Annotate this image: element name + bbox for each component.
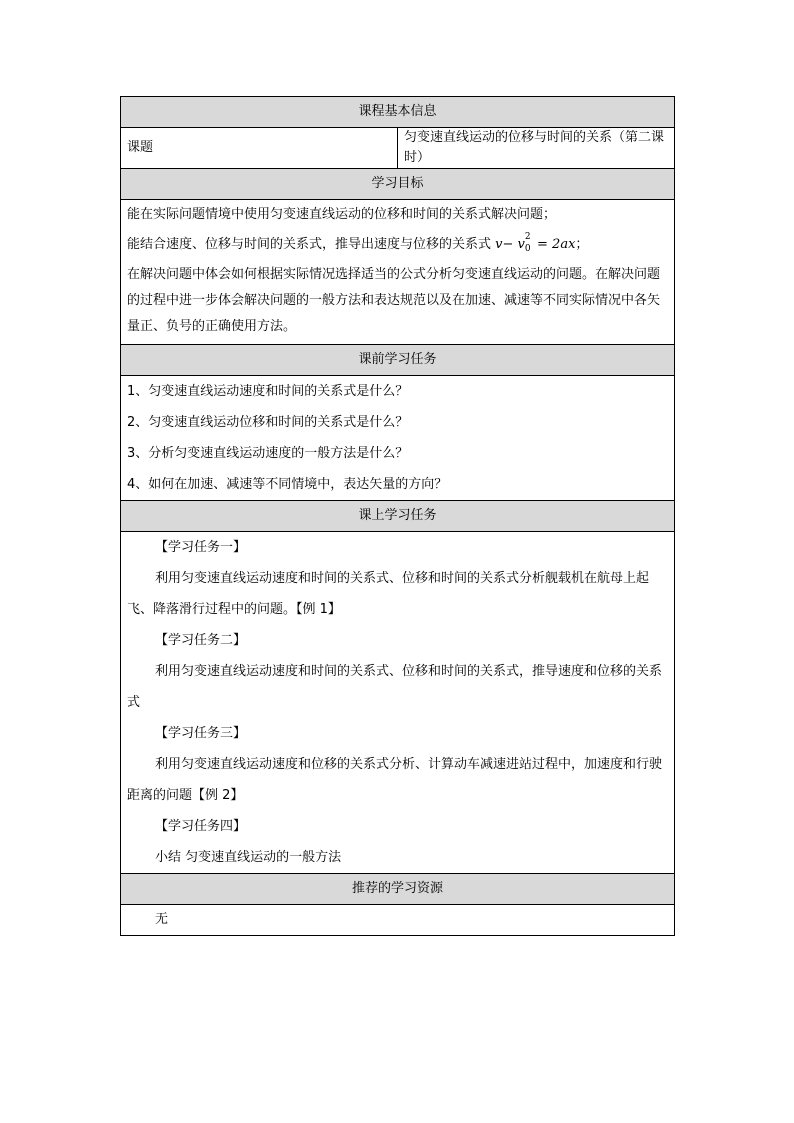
goals-header: 学习目标 — [121, 169, 675, 200]
task-2-title: 【学习任务二】 — [155, 633, 247, 648]
task-1-body: 利用匀变速直线运动速度和时间的关系式、位移和时间的关系式分析舰载机在航母上起飞、降落滑行过程中的问题。【例 1】 — [127, 571, 650, 617]
lesson-table — [120, 96, 675, 936]
in-class-cell — [121, 532, 675, 874]
formula-sub: 0 — [524, 243, 531, 254]
task-4-body: 小结 匀变速直线运动的一般方法 — [155, 850, 342, 865]
pre-class-item: 4、如何在加速、减速等不同情境中，表达矢量的方向？ — [127, 477, 448, 492]
topic-value: 匀变速直线运动的位移与时间的关系（第二课时） — [398, 128, 675, 169]
goals-cell — [121, 200, 675, 345]
pre-class-cell — [121, 376, 675, 501]
formula-v0: v — [517, 237, 525, 252]
pre-class-item: 3、分析匀变速直线运动速度的一般方法是什么？ — [127, 446, 409, 461]
formula-v: v — [495, 237, 503, 252]
goal-line-2 — [127, 230, 668, 260]
basic-info-header: 课程基本信息 — [121, 97, 675, 128]
task-3-title: 【学习任务三】 — [155, 726, 247, 741]
goal-line-1: 能在实际问题情境中使用匀变速直线运动的位移和时间的关系式解决问题； — [127, 207, 557, 222]
formula-sup: 2 — [524, 231, 531, 242]
formula-minus: − — [502, 237, 518, 252]
resources-value: 无 — [155, 912, 169, 927]
task-1-title: 【学习任务一】 — [155, 540, 247, 555]
pre-class-item: 1、匀变速直线运动速度和时间的关系式是什么？ — [127, 384, 409, 399]
in-class-header: 课上学习任务 — [121, 501, 675, 532]
pre-class-header: 课前学习任务 — [121, 345, 675, 376]
task-4-title: 【学习任务四】 — [155, 819, 247, 834]
formula-scripts — [524, 231, 533, 254]
goal-line-2-text: 能结合速度、位移与时间的关系式，推导出速度与位移的关系式 — [127, 237, 496, 252]
resources-cell — [121, 905, 675, 936]
topic-label: 课题 — [121, 128, 398, 169]
task-2-body: 利用匀变速直线运动速度和时间的关系式、位移和时间的关系式，推导速度和位移的关系式 — [127, 664, 663, 710]
lesson-info-sheet — [120, 96, 675, 936]
velocity-formula — [495, 231, 576, 254]
resources-header: 推荐的学习资源 — [121, 874, 675, 905]
pre-class-item: 2、匀变速直线运动位移和时间的关系式是什么？ — [127, 415, 409, 430]
formula-rest: = 2ax — [532, 237, 576, 252]
task-3-body: 利用匀变速直线运动速度和位移的关系式分析、计算动车减速进站过程中，加速度和行驶距离的问题【例 2】 — [127, 757, 663, 803]
goal-line-3: 在解决问题中体会如何根据实际情况选择适当的公式分析匀变速直线运动的问题。在解决问题的过程中进一步体会解决问题的一般方法和表达规范以及在加速、减速等不同实际情况中各矢量正、负号的正确使用方法。 — [127, 267, 661, 334]
goal-line-2-suffix: ； — [575, 237, 589, 252]
